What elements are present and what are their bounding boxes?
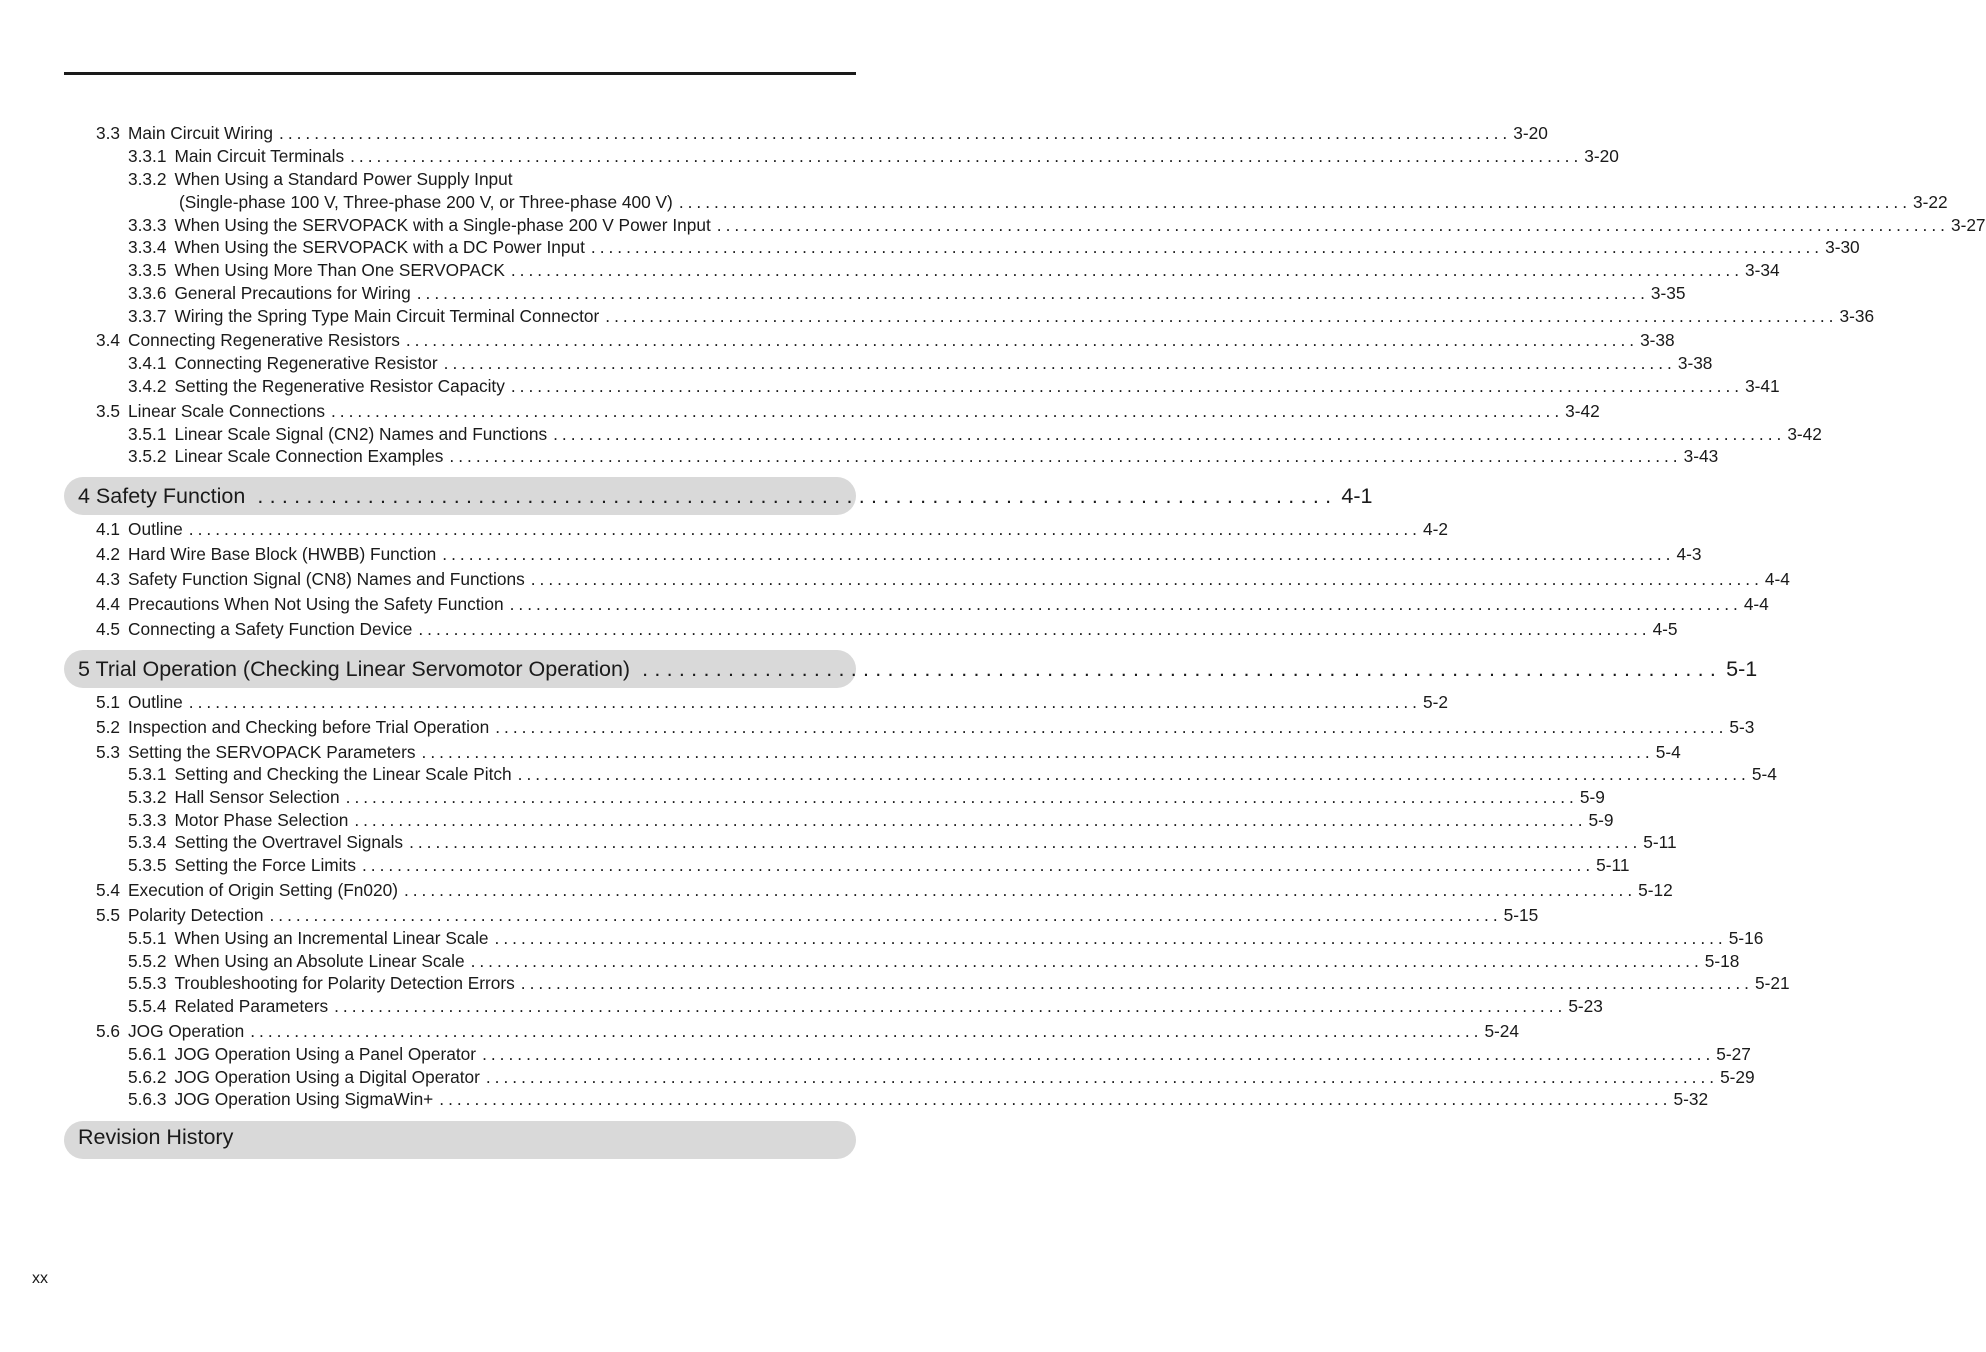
leader-dots: ............................................................................................................................................ <box>250 1021 1483 1041</box>
toc-entry-number: 3.5.1 <box>128 424 167 444</box>
toc-entry-number: 3.4.1 <box>128 353 167 373</box>
toc-entry[interactable] <box>96 568 1790 590</box>
toc-entry[interactable] <box>96 618 1678 640</box>
leader-dots: ............................................................................................................................................ <box>403 880 1637 900</box>
toc-entry-number: 4.4 <box>96 594 121 614</box>
toc-entry[interactable] <box>128 375 1780 397</box>
toc-entry[interactable] <box>96 400 1600 422</box>
toc-entry-page: 3-27 <box>1950 215 1986 235</box>
leader-dots: ............................................................................................................................................ <box>418 619 1651 639</box>
leader-dots: ............................................................................................................................................ <box>470 951 1703 971</box>
leader-dots: ............................................................................................................................................ <box>530 569 1763 589</box>
toc-entry-number: 5.5.4 <box>128 996 167 1016</box>
toc-entry-title: Hall Sensor Selection <box>174 787 340 807</box>
chapter-4-heading[interactable] <box>78 477 1373 515</box>
toc-entry-number: 3.3.7 <box>128 306 167 326</box>
toc-entry-number: 5.6.1 <box>128 1044 167 1064</box>
toc-entry-page: 3-35 <box>1650 283 1686 303</box>
toc-entry-page: 5-11 <box>1643 832 1677 852</box>
toc-entry[interactable] <box>128 259 1780 281</box>
toc-entry-page: 4-5 <box>1652 619 1678 639</box>
toc-entry-title: Troubleshooting for Polarity Detection Errors <box>174 973 515 993</box>
toc-entry-number: 3.4.2 <box>128 376 167 396</box>
toc-entry-page: 4-4 <box>1743 594 1769 614</box>
toc-entry-number: 4.2 <box>96 544 121 564</box>
leader-dots: ............................................................................................................................................ <box>188 519 1421 539</box>
leader-dots: ............................................................................................................................................ <box>449 446 1682 466</box>
toc-entry[interactable] <box>128 995 1603 1017</box>
leader-dots: ............................................................................................................................................ <box>517 764 1750 784</box>
toc-entry-title: Inspection and Checking before Trial Operation <box>128 717 490 737</box>
leader-dots: ............................................................................................................................................ <box>279 123 1512 143</box>
toc-entry-title: Connecting a Safety Function Device <box>128 619 413 639</box>
toc-entry-page: 5-3 <box>1729 717 1755 737</box>
toc-entry-title: When Using a Standard Power Supply Input <box>174 169 513 189</box>
toc-entry[interactable] <box>96 518 1448 540</box>
toc-entry[interactable] <box>128 445 1719 467</box>
toc-entry[interactable] <box>128 145 1619 167</box>
toc-entry-title: Safety Function Signal (CN8) Names and Functions <box>128 569 525 589</box>
toc-entry-page: 5-11 <box>1596 855 1630 875</box>
toc-entry-page: 5-9 <box>1588 810 1614 830</box>
toc-entry-page: 5-27 <box>1716 1044 1751 1064</box>
toc-entry[interactable] <box>96 122 1548 144</box>
toc-entry-page: 3-43 <box>1683 446 1719 466</box>
leader-dots: ............................................................................................................................................ <box>678 192 1912 212</box>
page-number: xx <box>32 1270 48 1287</box>
toc-entry-title: JOG Operation Using SigmaWin+ <box>174 1089 434 1109</box>
toc-entry[interactable] <box>96 329 1675 351</box>
toc-entry-number: 3.3.4 <box>128 237 167 257</box>
toc-entry-number: 3.3.2 <box>128 169 167 189</box>
leader-dots: ........................................................................................ <box>257 483 1338 508</box>
toc-entry[interactable] <box>128 1043 1751 1065</box>
toc-entry[interactable] <box>128 282 1686 304</box>
toc-entry[interactable] <box>96 593 1769 615</box>
toc-entry-title: Setting the Force Limits <box>174 855 356 875</box>
toc-entry-title: Hard Wire Base Block (HWBB) Function <box>128 544 437 564</box>
toc-entry-number: 3.3.5 <box>128 260 167 280</box>
toc-entry-page: 5-15 <box>1503 905 1539 925</box>
leader-dots: ............................................................................................................................................ <box>520 973 1753 993</box>
toc-entry-page: 5-2 <box>1422 692 1448 712</box>
toc-entry-number: 5.3 <box>96 742 121 762</box>
toc-entry-title: Connecting Regenerative Resistor <box>174 353 438 373</box>
chapter-5-heading[interactable] <box>78 650 1758 688</box>
toc-entry-title: Outline <box>128 692 183 712</box>
leader-dots: ............................................................................................................................................ <box>439 1089 1672 1109</box>
leader-dots: ............................................................................................................................................ <box>188 692 1421 712</box>
toc-entry-title: When Using More Than One SERVOPACK <box>174 260 505 280</box>
toc-entry-title: Main Circuit Terminals <box>174 146 345 166</box>
toc-entry-number: 5.3.2 <box>128 787 167 807</box>
leader-dots: ............................................................................................................................................ <box>442 544 1675 564</box>
leader-dots: ............................................................................................................................................ <box>421 742 1654 762</box>
toc-entry[interactable] <box>96 904 1539 926</box>
toc-entry-number: 3.5.2 <box>128 446 167 466</box>
toc-entry-title: Connecting Regenerative Resistors <box>128 330 400 350</box>
toc-entry[interactable] <box>96 741 1681 763</box>
toc-entry[interactable] <box>96 543 1702 565</box>
leader-dots: ............................................................................................................................................ <box>485 1067 1719 1087</box>
toc-entry-title: Setting and Checking the Linear Scale Pitch <box>174 764 512 784</box>
chapter-5-title: 5 Trial Operation (Checking Linear Servomotor Operation) <box>78 656 631 681</box>
toc-entry-page: 3-22 <box>1913 192 1948 212</box>
toc-entry-number: 5.6.3 <box>128 1089 167 1109</box>
top-rule <box>64 72 856 75</box>
leader-dots: ............................................................................................................................................ <box>495 717 1728 737</box>
toc-entry-number: 5.2 <box>96 717 121 737</box>
revision-history-title: Revision History <box>78 1124 234 1149</box>
toc-entry-number: 5.6.2 <box>128 1067 167 1087</box>
toc-entry-page: 5-4 <box>1655 742 1681 762</box>
toc-entry-number: 3.5 <box>96 401 121 421</box>
toc-entry-number: 3.3.6 <box>128 283 167 303</box>
leader-dots: ............................................................................................................................................ <box>605 306 1838 326</box>
toc-entry[interactable] <box>128 168 513 190</box>
leader-dots: ............................................................................................................................................ <box>510 260 1744 280</box>
leader-dots: ............................................................................................................................................ <box>405 330 1639 350</box>
toc-entry-title: JOG Operation Using a Panel Operator <box>174 1044 477 1064</box>
toc-entry-page: 5-18 <box>1704 951 1740 971</box>
toc-entry-page: 5-23 <box>1568 996 1603 1016</box>
chapter-4-page: 4-1 <box>1341 483 1373 508</box>
toc-entry-number: 4.3 <box>96 569 121 589</box>
toc-entry[interactable] <box>128 950 1740 972</box>
toc-entry-number: 5.3.4 <box>128 832 167 852</box>
leader-dots: ............................................................................................................................................ <box>354 810 1587 830</box>
toc-entry-title: JOG Operation <box>128 1021 245 1041</box>
toc-entry-title: Linear Scale Connections <box>128 401 325 421</box>
chapter-4-title: 4 Safety Function <box>78 483 246 508</box>
toc-entry[interactable] <box>128 305 1875 327</box>
toc-entry-page: 3-34 <box>1745 260 1780 280</box>
toc-entry-title: JOG Operation Using a Digital Operator <box>174 1067 480 1087</box>
toc-entry-title: Linear Scale Signal (CN2) Names and Functions <box>174 424 548 444</box>
leader-dots: ............................................................................................................................................ <box>553 424 1786 444</box>
toc-entry[interactable] <box>128 786 1605 808</box>
toc-entry-number: 5.5.3 <box>128 973 167 993</box>
toc-entry-title: When Using the SERVOPACK with a DC Power Input <box>174 237 585 257</box>
leader-dots: ............................................................................................................................................ <box>416 283 1649 303</box>
toc-entry-page: 4-4 <box>1764 569 1790 589</box>
leader-dots: ............................................................................................................................................ <box>409 832 1642 852</box>
toc-entry-title: Execution of Origin Setting (Fn020) <box>128 880 398 900</box>
revision-history-heading[interactable] <box>78 1118 842 1156</box>
toc-entry-page: 5-21 <box>1754 973 1790 993</box>
toc-entry-page: 5-32 <box>1673 1089 1709 1109</box>
toc-entry-page: 3-30 <box>1825 237 1860 257</box>
toc-entry-title: (Single-phase 100 V, Three-phase 200 V, or Three-phase 400 V) <box>179 192 673 212</box>
toc-entry-page: 4-3 <box>1676 544 1702 564</box>
toc-entry-number: 5.5 <box>96 905 121 925</box>
toc-entry[interactable] <box>128 214 1986 236</box>
toc-entry-title: When Using an Incremental Linear Scale <box>174 928 489 948</box>
leader-dots: ............................................................................................................................................ <box>269 905 1502 925</box>
leader-dots: ............................................................................................................................................ <box>590 237 1824 257</box>
toc-entry-number: 5.6 <box>96 1021 121 1041</box>
toc-entry-page: 5-16 <box>1728 928 1764 948</box>
toc-entry-title: When Using the SERVOPACK with a Single-phase 200 V Power Input <box>174 215 711 235</box>
toc-entry-title: General Precautions for Wiring <box>174 283 411 303</box>
toc-entry-title: Setting the Regenerative Resistor Capacity <box>174 376 505 396</box>
toc-entry[interactable] <box>128 927 1764 949</box>
toc-entry-title: Setting the SERVOPACK Parameters <box>128 742 416 762</box>
leader-dots: ............................................................................................................................................ <box>345 787 1578 807</box>
toc-entry-title: Motor Phase Selection <box>174 810 349 830</box>
leader-dots: ............................................................................................................................................ <box>330 401 1564 421</box>
toc-entry[interactable] <box>128 854 1630 876</box>
toc-entry[interactable] <box>128 423 1822 445</box>
toc-entry-number: 5.5.2 <box>128 951 167 971</box>
toc-entry[interactable] <box>128 191 1948 213</box>
toc-entry-page: 3-20 <box>1584 146 1619 166</box>
leader-dots: ............................................................................................................................................ <box>334 996 1567 1016</box>
toc-entry-title: Outline <box>128 519 183 539</box>
toc-entry-number: 3.3.3 <box>128 215 167 235</box>
toc-entry-page: 5-9 <box>1579 787 1605 807</box>
toc-entry-page: 3-41 <box>1745 376 1780 396</box>
toc-entry-number: 5.3.5 <box>128 855 167 875</box>
toc-entry-title: Linear Scale Connection Examples <box>174 446 444 466</box>
toc-entry[interactable] <box>128 972 1790 994</box>
toc-entry-page: 3-20 <box>1513 123 1548 143</box>
toc-entry-number: 3.3.1 <box>128 146 167 166</box>
leader-dots: ............................................................................................................................................ <box>509 594 1742 614</box>
toc-entry[interactable] <box>128 1066 1755 1088</box>
toc-entry-page: 3-38 <box>1640 330 1675 350</box>
toc-entry-page: 3-38 <box>1677 353 1713 373</box>
toc-entry-title: Setting the Overtravel Signals <box>174 832 404 852</box>
chapter-5-page: 5-1 <box>1726 656 1758 681</box>
toc-entry-page: 5-4 <box>1751 764 1777 784</box>
leader-dots: ............................................................................................................................................ <box>716 215 1949 235</box>
toc-entry[interactable] <box>96 1020 1520 1042</box>
toc-entry-page: 4-2 <box>1422 519 1448 539</box>
toc-entry-number: 3.3 <box>96 123 121 143</box>
toc-entry-title: When Using an Absolute Linear Scale <box>174 951 465 971</box>
leader-dots: ............................................................................................................................................ <box>350 146 1583 166</box>
toc-entry[interactable] <box>96 879 1673 901</box>
toc-entry-number: 3.4 <box>96 330 121 350</box>
leader-dots: ........................................................................................ <box>642 656 1723 681</box>
toc-entry[interactable] <box>128 236 1860 258</box>
toc-entry-page: 3-42 <box>1787 424 1822 444</box>
toc-entry-number: 5.3.3 <box>128 810 167 830</box>
toc-entry-page: 5-24 <box>1484 1021 1520 1041</box>
toc-entry-number: 5.1 <box>96 692 121 712</box>
toc-entry-page: 3-42 <box>1565 401 1600 421</box>
toc-entry-title: Precautions When Not Using the Safety Function <box>128 594 504 614</box>
toc-entry-page: 5-29 <box>1720 1067 1755 1087</box>
toc-entry[interactable] <box>128 1088 1709 1110</box>
toc-entry-number: 5.3.1 <box>128 764 167 784</box>
toc-entry[interactable] <box>128 763 1777 785</box>
toc-entry[interactable] <box>128 809 1614 831</box>
toc-entry[interactable] <box>128 831 1677 853</box>
toc-entry-title: Wiring the Spring Type Main Circuit Terminal Connector <box>174 306 600 326</box>
toc-entry[interactable] <box>96 716 1755 738</box>
leader-dots: ............................................................................................................................................ <box>482 1044 1715 1064</box>
leader-dots: ............................................................................................................................................ <box>361 855 1595 875</box>
toc-entry-page: 5-12 <box>1638 880 1673 900</box>
toc-entry[interactable] <box>96 691 1448 713</box>
toc-entry-number: 5.4 <box>96 880 121 900</box>
leader-dots: ............................................................................................................................................ <box>510 376 1744 396</box>
toc-entry-title: Related Parameters <box>174 996 329 1016</box>
toc-entry-number: 4.5 <box>96 619 121 639</box>
toc-entry-number: 4.1 <box>96 519 121 539</box>
leader-dots: ............................................................................................................................................ <box>494 928 1727 948</box>
toc-entry-page: 3-36 <box>1839 306 1875 326</box>
toc-entry-title: Polarity Detection <box>128 905 264 925</box>
toc-entry-number: 5.5.1 <box>128 928 167 948</box>
leader-dots: ............................................................................................................................................ <box>443 353 1676 373</box>
toc-entry-title: Main Circuit Wiring <box>128 123 274 143</box>
toc-entry[interactable] <box>128 352 1713 374</box>
